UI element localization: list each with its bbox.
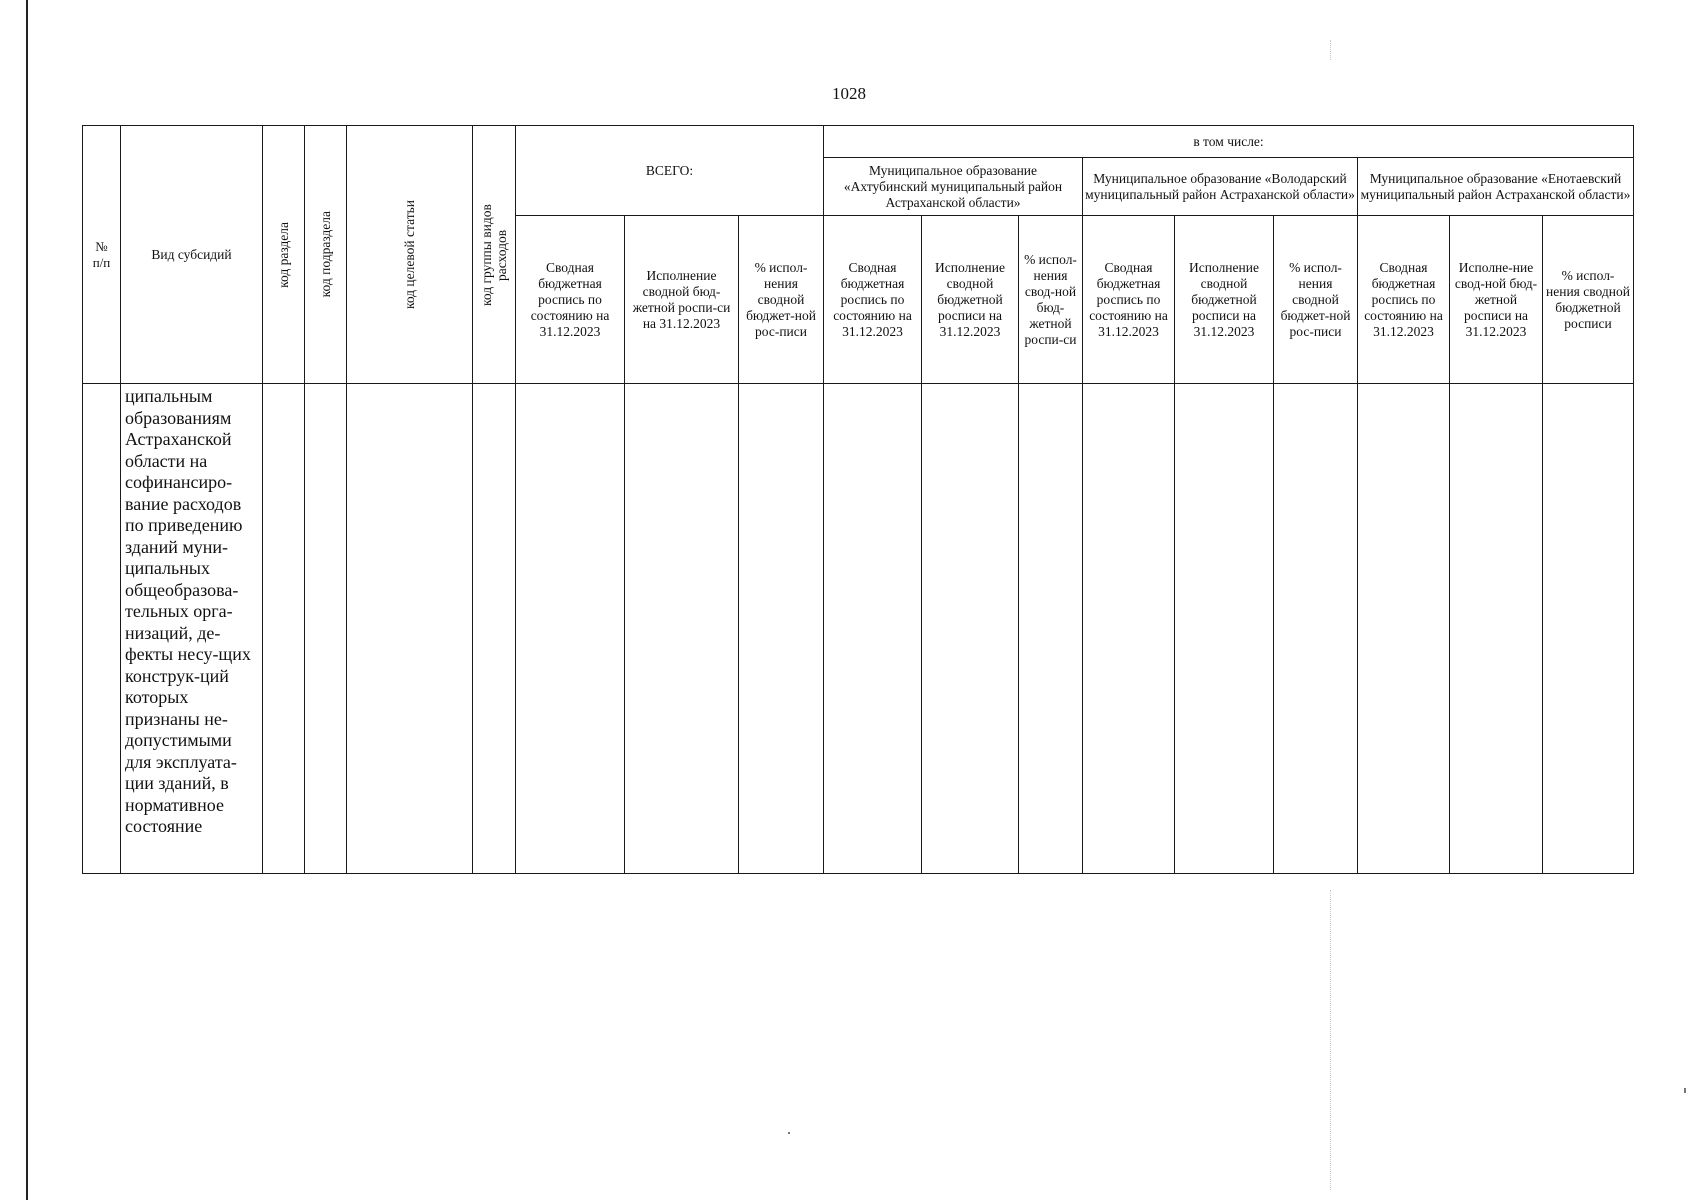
subheader-enotaevsky-plan: Сводная бюджетная роспись по состоянию на 31.12.2023: [1357, 215, 1449, 383]
row-enotaevsky-execution: [1449, 383, 1542, 874]
row-section-code: [262, 383, 304, 874]
scan-mark: [1330, 890, 1332, 1190]
subheader-total-plan: Сводная бюджетная роспись по состоянию на 31.12.2023: [515, 215, 624, 383]
row-volodarsky-execution: [1174, 383, 1273, 874]
header-number: № п/п: [82, 125, 120, 383]
header-municipality-enotaevsky: Муниципальное образование «Енотаевский муниципальный район Астраханской области»: [1357, 157, 1634, 215]
row-enotaevsky-plan: [1357, 383, 1449, 874]
row-subsection-code: [304, 383, 346, 874]
scan-speck: [1684, 1088, 1686, 1093]
row-volodarsky-plan: [1082, 383, 1174, 874]
header-municipality-volodarsky: Муниципальное образование «Володарский муниципальный район Астраханской области»: [1082, 157, 1357, 215]
scan-mark: [1330, 40, 1332, 60]
header-total: ВСЕГО:: [515, 125, 823, 215]
subheader-volodarsky-percent: % испол-нения сводной бюджет-ной рос-писи: [1273, 215, 1357, 383]
row-total-plan: [515, 383, 624, 874]
row-target-code: [346, 383, 472, 874]
header-section-code: код раздела: [262, 125, 304, 383]
subheader-total-execution: Исполнение сводной бюд-жетной роспи-си на 31.12.2023: [624, 215, 738, 383]
page-number: 1028: [832, 84, 866, 103]
budget-table: [82, 125, 1634, 874]
row-enotaevsky-percent: [1542, 383, 1634, 874]
row-total-execution: [624, 383, 738, 874]
header-target-code: код целевой статьи: [346, 125, 472, 383]
subheader-enotaevsky-percent: % испол-нения сводной бюджетной росписи: [1542, 215, 1634, 383]
header-subsidy-type: Вид субсидий: [120, 125, 262, 383]
header-including: в том числе:: [823, 125, 1634, 157]
subheader-akhtubinsky-plan: Сводная бюджетная роспись по состоянию на 31.12.2023: [823, 215, 921, 383]
row-akhtubinsky-percent: [1018, 383, 1082, 874]
subheader-akhtubinsky-execution: Исполнение сводной бюджетной росписи на 31.12.2023: [921, 215, 1018, 383]
row-subsidy-type: ципальным образованиям Астраханской области на софинансиро-вание расходов по приведению зданий муни-ципальных общеобразова-тельных орга-низаций, де-фекты несу-щих конструк-ций которых признаны не-допустимыми для эксплуата-ции зданий, в нормативное состояние: [120, 383, 262, 874]
scan-speck: [788, 1132, 790, 1134]
row-akhtubinsky-execution: [921, 383, 1018, 874]
subheader-volodarsky-plan: Сводная бюджетная роспись по состоянию на 31.12.2023: [1082, 215, 1174, 383]
row-akhtubinsky-plan: [823, 383, 921, 874]
row-number: [82, 383, 120, 874]
header-subsection-code: код подраздела: [304, 125, 346, 383]
subheader-volodarsky-execution: Исполнение сводной бюджетной росписи на 31.12.2023: [1174, 215, 1273, 383]
row-total-percent: [738, 383, 823, 874]
header-municipality-akhtubinsky: Муниципальное образование «Ахтубинский муниципальный район Астраханской области»: [823, 157, 1082, 215]
subheader-enotaevsky-execution: Исполне-ние свод-ной бюд-жетной росписи на 31.12.2023: [1449, 215, 1542, 383]
row-volodarsky-percent: [1273, 383, 1357, 874]
header-expense-group-code: код группы видов расходов: [472, 125, 515, 383]
row-expense-group-code: [472, 383, 515, 874]
subheader-akhtubinsky-percent: % испол-нения свод-ной бюд-жетной роспи-си: [1018, 215, 1082, 383]
scan-edge: [26, 0, 28, 1200]
subheader-total-percent: % испол-нения сводной бюджет-ной рос-писи: [738, 215, 823, 383]
